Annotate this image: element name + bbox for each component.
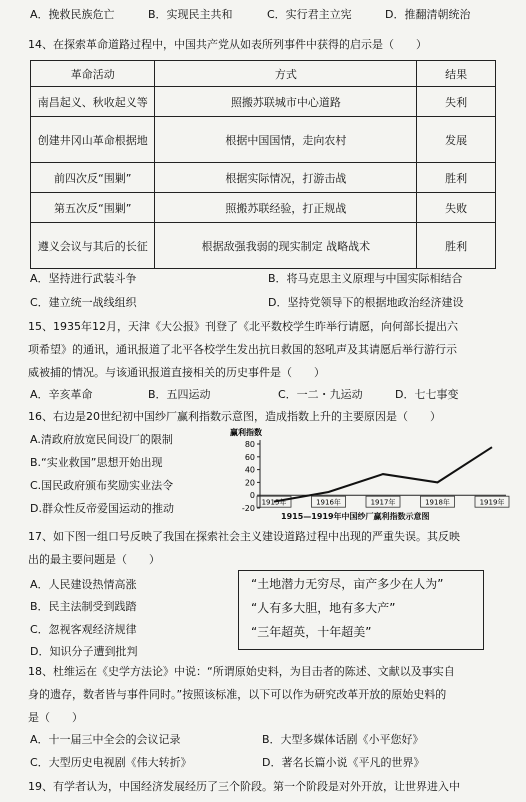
q16-option-b: B.“实业救国”思想开始出现 [30, 456, 163, 469]
y-tick-label: -20 [241, 504, 255, 513]
table-cell: 创建井冈山革命根据地 [31, 117, 155, 163]
q17-option-a: A．人民建设热情高涨 [30, 578, 137, 591]
table-cell: 胜利 [417, 223, 496, 269]
q18-option-b: B．大型多媒体话剧《小平您好》 [262, 733, 424, 746]
slogan-line: “三年超英，十年超美” [251, 625, 372, 639]
y-axis-label: 赢利指数 [230, 428, 262, 437]
table-row [31, 117, 496, 163]
q16-stem: 16、右边是20世纪初中国纱厂赢利指数示意图，造成指数上升的主要原因是（ ） [28, 410, 441, 423]
x-tick-label: 1919年 [479, 498, 505, 507]
q13-option-b: B．实现民主共和 [148, 8, 233, 21]
q14-stem: 14、在探索革命道路过程中，中国共产党从如表所列事件中获得的启示是（ ） [28, 38, 427, 51]
table-cell: 照搬苏联经验，打正规战 [155, 193, 417, 223]
q13-option-a: A．挽救民族危亡 [30, 8, 115, 21]
q19-stem: 19、有学者认为，中国经济发展经历了三个阶段。第一个阶段是对外开放，让世界进入中 [28, 780, 460, 793]
q17-stem-line-1: 17、如下图一组口号反映了我国在探索社会主义建设道路过程中出现的严重失误。其反映 [28, 530, 460, 543]
q18-option-a: A．十一届三中全会的会议记录 [30, 733, 181, 746]
q14-option-a: A．坚持进行武装斗争 [30, 272, 137, 285]
table-row [31, 87, 496, 117]
q15-option-d: D．七七事变 [395, 388, 459, 401]
table-cell: 失利 [417, 87, 496, 117]
table-header-row [31, 61, 496, 87]
table-header: 方式 [155, 61, 417, 87]
q15-option-a: A．辛亥革命 [30, 388, 93, 401]
q13-option-c: C．实行君主立宪 [267, 8, 352, 21]
table-header: 结果 [417, 61, 496, 87]
chart-caption: 1915—1919年中国纱厂赢利指数示意图 [281, 512, 430, 521]
q17-option-d: D．知识分子遭到批判 [30, 645, 138, 658]
table-cell: 前四次反“围剿” [31, 163, 155, 193]
q16-option-a: A.清政府放宽民间设厂的限制 [30, 433, 173, 446]
y-tick-label: 20 [244, 478, 255, 488]
q18-option-d: D．著名长篇小说《平凡的世界》 [262, 756, 425, 769]
table-cell: 遵义会议与其后的长征 [31, 223, 155, 269]
slogan-line: “土地潜力无穷尽，亩产多少在人为” [251, 577, 444, 591]
slogan-box [238, 570, 484, 650]
y-tick-label: 0 [249, 491, 255, 501]
table-cell: 根据中国国情，走向农村 [155, 117, 417, 163]
q15-stem-line-2: 项希望》的通讯，通讯报道了北平各校学生发出抗日救国的怒吼声及其请愿后举行游行示 [28, 343, 457, 356]
table-cell: 南昌起义、秋收起义等 [31, 87, 155, 117]
q18-stem-line-1: 18、杜维运在《史学方法论》中说：“所谓原始史料，为目击者的陈述、文献以及事实自 [28, 665, 455, 678]
table-row [31, 163, 496, 193]
x-tick-label: 1915年 [261, 498, 287, 507]
table-cell: 根据敌强我弱的现实制定 战略战术 [155, 223, 417, 269]
q13-option-d: D．推翻清朝统治 [385, 8, 471, 21]
q17-option-b: B．民主法制受到践踏 [30, 600, 137, 613]
q18-stem-line-3: 是（ ） [28, 711, 83, 724]
x-tick-label: 1916年 [316, 498, 341, 507]
table-cell: 照搬苏联城市中心道路 [155, 87, 417, 117]
q14-table [30, 60, 496, 269]
table-row [31, 193, 496, 223]
slogan-line: “人有多大胆，地有多大产” [251, 601, 396, 615]
y-tick-label: 40 [244, 465, 255, 475]
q17-option-c: C．忽视客观经济规律 [30, 623, 137, 636]
table-cell: 胜利 [417, 163, 496, 193]
q15-option-b: B．五四运动 [148, 388, 211, 401]
series-line [274, 447, 492, 501]
q17-stem-line-2: 出的最主要问题是（ ） [28, 553, 160, 566]
table-row [31, 223, 496, 269]
table-cell: 根据实际情况，打游击战 [155, 163, 417, 193]
q14-option-c: C．建立统一战线组织 [30, 296, 137, 309]
table-cell: 发展 [417, 117, 496, 163]
q16-option-c: C.国民政府颁布奖励实业法令 [30, 479, 174, 492]
table-cell: 失败 [417, 193, 496, 223]
q18-option-c: C．大型历史电视剧《伟大转折》 [30, 756, 192, 769]
y-tick-label: 80 [244, 440, 255, 449]
q14-option-b: B．将马克思主义原理与中国实际相结合 [268, 272, 463, 285]
q15-option-c: C．一二・九运动 [278, 388, 363, 401]
q14-option-d: D．坚持党领导下的根据地政治经济建设 [268, 296, 464, 309]
q15-stem-line-1: 15、1935年12月，天津《大公报》刊登了《北平数校学生昨举行请愿，向何部长提出六 [28, 320, 458, 333]
q15-stem-line-3: 威被捕的情况。与该通讯报道直接相关的历史事件是（ ） [28, 366, 325, 379]
q18-stem-line-2: 身的遗存，数者皆与事件同时。”按照该标准，以下可以作为研究改革开放的原始史料的 [28, 688, 447, 701]
table-header: 革命活动 [31, 61, 155, 87]
y-tick-label: 60 [244, 452, 255, 462]
q16-option-d: D.群众性反帝爱国运动的推动 [30, 502, 174, 515]
x-tick-label: 1918年 [425, 498, 450, 507]
table-cell: 第五次反“围剿” [31, 193, 155, 223]
x-tick-label: 1917年 [370, 498, 396, 507]
